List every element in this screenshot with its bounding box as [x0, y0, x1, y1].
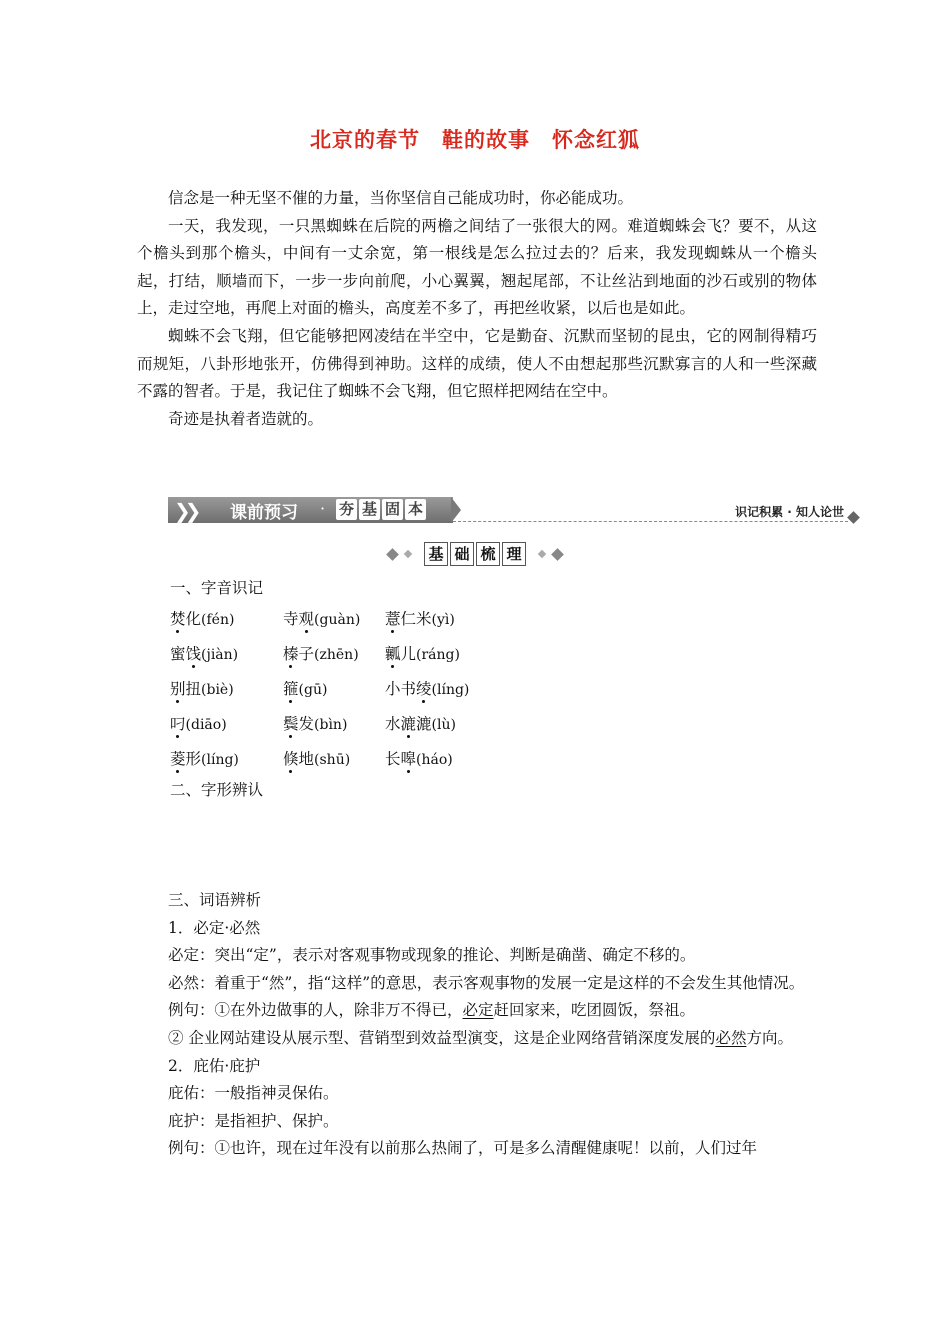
pinyin: (zhēn): [314, 646, 359, 663]
item2-definition: 庇佑：一般指神灵保佑。: [168, 1084, 339, 1103]
intro-paragraph: 一天，我发现，一只黑蜘蛛在后院的两檐之间结了一张很大的网。难道蜘蛛会飞？要不，从这个檐头到那个檐头，中间有一丈余宽，第一根线是怎么拉过去的？后来，我发现蜘蛛从一个檐头起，打结，顺墙而下，一步一步向前爬，小心翼翼，翘起尾部，不让丝沾到地面的沙石或别的物体上，走过空地，再爬上对面的檐头，高度差不多了，再把丝收紧，以后也是如此。: [137, 216, 817, 318]
item1-definition: 必然：着重于“然”，指“这样”的意思，表示客观事物的发展一定是这样的不会发生其他情况。: [168, 973, 805, 992]
example-text: ② 企业网站建设从展示型、营销型到效益型演变，这是企业网络营销深度发展的: [168, 1028, 716, 1047]
example-keyword: 必定: [462, 1001, 494, 1020]
dotted-character: 薏: [385, 607, 401, 629]
pronunciation-row: [170, 600, 515, 635]
section3: [137, 887, 817, 1163]
pinyin: (líng): [201, 751, 239, 768]
pinyin: (jiàn): [201, 646, 239, 663]
pinyin: (fén): [201, 611, 235, 628]
word-part: 子: [298, 644, 315, 663]
pronunciation-row: [170, 635, 515, 670]
example-text: 例句：①在外边做事的人，除非万不得已，: [168, 1001, 463, 1020]
banner-box-char: 本: [405, 499, 426, 520]
word-part: 地: [298, 749, 315, 768]
section-banner: [168, 497, 858, 527]
pronunciation-entry: [385, 642, 515, 664]
pinyin: (háo): [416, 751, 453, 768]
dotted-character: 嗥: [401, 747, 417, 769]
pinyin: (diāo): [185, 716, 227, 733]
subsection-boxed-chars: [424, 542, 526, 566]
pronunciation-entry: [385, 607, 515, 629]
pronunciation-row: [170, 740, 515, 775]
pinyin: (bìn): [314, 716, 348, 733]
page-title: 北京的春节 鞋的故事 怀念红狐: [310, 128, 640, 152]
pronunciation-entry: [170, 677, 283, 699]
dotted-character: 饯: [186, 642, 202, 664]
item1-example: [137, 1025, 817, 1053]
dotted-character: 别: [170, 677, 186, 699]
pronunciation-entry: [170, 642, 283, 664]
word-part: 蜜: [170, 644, 186, 663]
dotted-character: 菱: [170, 747, 186, 769]
section3-heading: 三、词语辨析: [168, 891, 262, 909]
pronunciation-entry: [283, 747, 385, 769]
banner-box-char: 夯: [336, 499, 357, 520]
intro-paragraph: 奇迹是执着者造就的。: [168, 409, 324, 428]
dotted-character: 榛: [283, 642, 299, 664]
diamond-icon: [847, 511, 860, 524]
diamond-icon: [538, 550, 546, 558]
pinyin: (yì): [431, 611, 455, 628]
dotted-character: 漉: [401, 712, 417, 734]
section1-heading: 一、字音识记: [170, 579, 264, 597]
dotted-character: 箍: [283, 677, 299, 699]
pinyin: (lù): [431, 716, 456, 733]
banner-boxed-chars: [336, 499, 426, 520]
word-part: 扭: [185, 679, 202, 698]
subsection-char: 梳: [476, 542, 500, 566]
subsection-char: 基: [424, 542, 448, 566]
word-part: 漉: [416, 714, 432, 733]
pronunciation-entry: [170, 712, 283, 734]
item1-definition: 必定：突出“定”，表示对客观事物或现象的推论、判断是确凿、确定不移的。: [168, 946, 696, 965]
dotted-character: 焚: [170, 607, 186, 629]
item2-example: 例句：①也许，现在过年没有以前那么热闹了，可是多么清醒健康呢！以前，人们过年: [168, 1139, 758, 1158]
word-part: 发: [298, 714, 315, 733]
diamond-icon: [551, 548, 564, 561]
subsection-char: 础: [450, 542, 474, 566]
word-part: 化: [185, 609, 202, 628]
diamond-icon: [404, 550, 412, 558]
banner-right-text: 识记积累 · 知人论世: [735, 505, 844, 519]
intro-passage: [137, 185, 817, 433]
pronunciation-entry: [385, 747, 515, 769]
pronunciation-entry: [283, 677, 385, 699]
dotted-character: 绫: [416, 677, 432, 699]
pinyin: (shū): [314, 751, 351, 768]
pinyin: (biè): [201, 681, 234, 698]
pronunciation-entry: [385, 677, 515, 699]
pronunciation-entry: [170, 607, 283, 629]
banner-label-bar: [168, 497, 453, 523]
word-part: 仁米: [400, 609, 432, 628]
example-text: 赶回家来，吃团圆饭，祭祖。: [493, 1001, 696, 1020]
banner-box-char: 固: [382, 499, 403, 520]
banner-box-char: 基: [359, 499, 380, 520]
pinyin: (líng): [431, 681, 470, 698]
word-part: 小书: [385, 679, 417, 698]
pinyin: (gū): [298, 681, 328, 698]
pronunciation-entry: [283, 642, 385, 664]
word-part: 形: [185, 749, 202, 768]
pinyin: (guàn): [314, 611, 361, 628]
diamond-icon: [386, 548, 399, 561]
pronunciation-entry: [385, 712, 515, 734]
dotted-character: 倏: [283, 747, 299, 769]
word-part: 长: [385, 749, 401, 768]
intro-paragraph: 蜘蛛不会飞翔，但它能够把网凌结在半空中，它是勤奋、沉默而坚韧的昆虫，它的网制得精巧而规矩，八卦形地张开，仿佛得到神助。这样的成绩，使人不由想起那些沉默寡言的人和一些深藏不露的智者。于是，我记住了蜘蛛不会飞翔，但它照样把网结在空中。: [137, 326, 817, 401]
banner-separator: ·: [320, 499, 326, 518]
double-chevron-icon: ❯❯: [174, 499, 196, 523]
dotted-character: 瓤: [385, 642, 401, 664]
pronunciation-entry: [170, 747, 283, 769]
banner-label: 课前预习: [230, 503, 298, 523]
pronunciation-row: [170, 705, 515, 740]
pronunciation-entry: [283, 607, 385, 629]
item1-title: 1．必定·必然: [168, 918, 261, 937]
example-text: 方向。: [746, 1028, 793, 1047]
dotted-character: 叼: [170, 712, 186, 734]
pronunciation-entry: [283, 712, 385, 734]
item2-definition: 庇护：是指袒护、保护。: [168, 1111, 339, 1130]
item2-title: 2．庇佑·庇护: [168, 1056, 261, 1075]
word-part: 儿: [400, 644, 417, 663]
dotted-character: 鬓: [283, 712, 299, 734]
word-part: 水: [385, 714, 401, 733]
subsection-char: 理: [502, 542, 526, 566]
section2-heading: 二、字形辨认: [170, 781, 264, 799]
banner-tail-shape: [451, 497, 461, 523]
banner-divider: [453, 521, 848, 522]
pronunciation-row: [170, 670, 515, 705]
subsection-heading: [0, 542, 950, 566]
example-keyword: 必然: [715, 1028, 747, 1047]
item1-example: [137, 997, 817, 1025]
dotted-character: 观: [299, 607, 315, 629]
pinyin: (ráng): [416, 646, 460, 663]
pronunciation-list: [170, 600, 515, 775]
word-part: 寺: [283, 609, 299, 628]
intro-paragraph: 信念是一种无坚不催的力量，当你坚信自己能成功时，你必能成功。: [168, 189, 634, 207]
